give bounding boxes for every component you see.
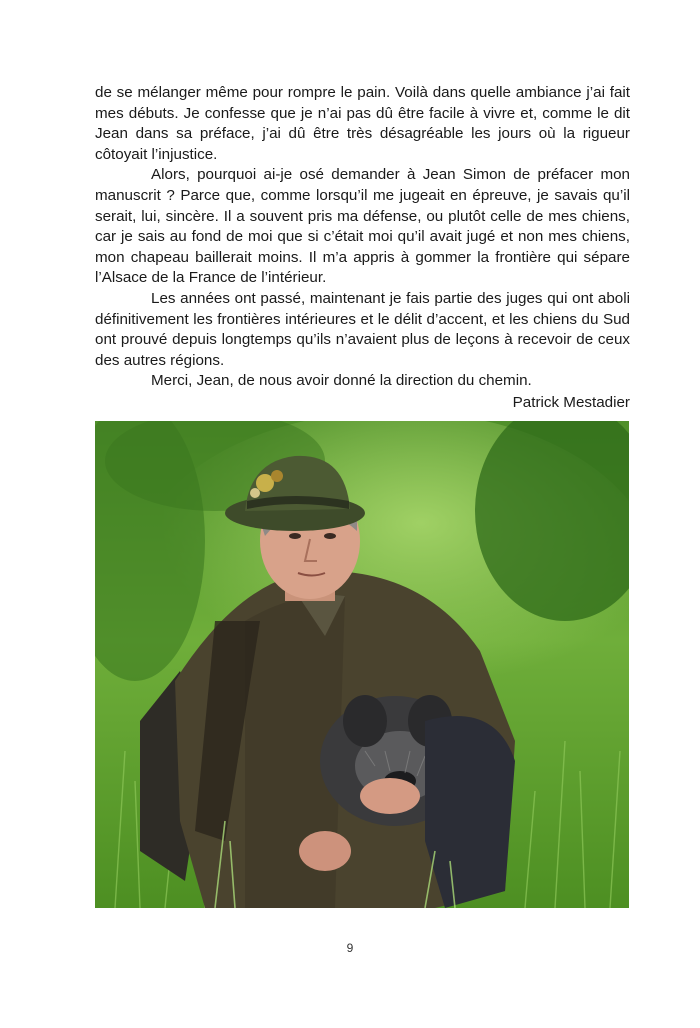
paragraph-4: Merci, Jean, de nous avoir donné la direction du chemin. — [151, 372, 532, 390]
paragraph-1: de se mélanger même pour rompre le pain. Voilà dans quelle ambiance j’ai fait mes débuts. Je confesse que je n’ai pas dû être facile à vivre et, comme le dit Jean dans sa préface, j’ai dû être très désagréable les jours où la rigueur côtoyait l’injustice. — [95, 84, 630, 163]
photo-man-with-dog — [95, 421, 629, 908]
page-number: 9 — [346, 941, 354, 955]
author-signature: Patrick Mestadier — [512, 394, 630, 411]
paragraph-3: Les années ont passé, maintenant je fais partie des juges qui ont aboli définitivement les frontières intérieures et le délit d’accent, et les chiens du Sud ont prouvé depuis longtemps qu’ils n’avaient plus de leçons à recevoir de ceux des autres régions. — [95, 289, 630, 369]
paragraph-2: Alors, pourquoi ai-je osé demander à Jean Simon de préfacer mon manuscrit ? Parce que, comme lorsqu’il me jugeait en épreuve, je savais qu’il serait, lui, sincère. Il a souvent pris ma défense, ou plutôt celle de mes chiens, car je sais au fond de moi que si c’était moi qu’il avait jugé et non mes chiens, mon chapeau baillerait moins. Il m’a appris à gommer la frontière qui sépare l’Alsace de la France de l’intérieur. — [95, 166, 630, 287]
body-text — [95, 83, 630, 392]
